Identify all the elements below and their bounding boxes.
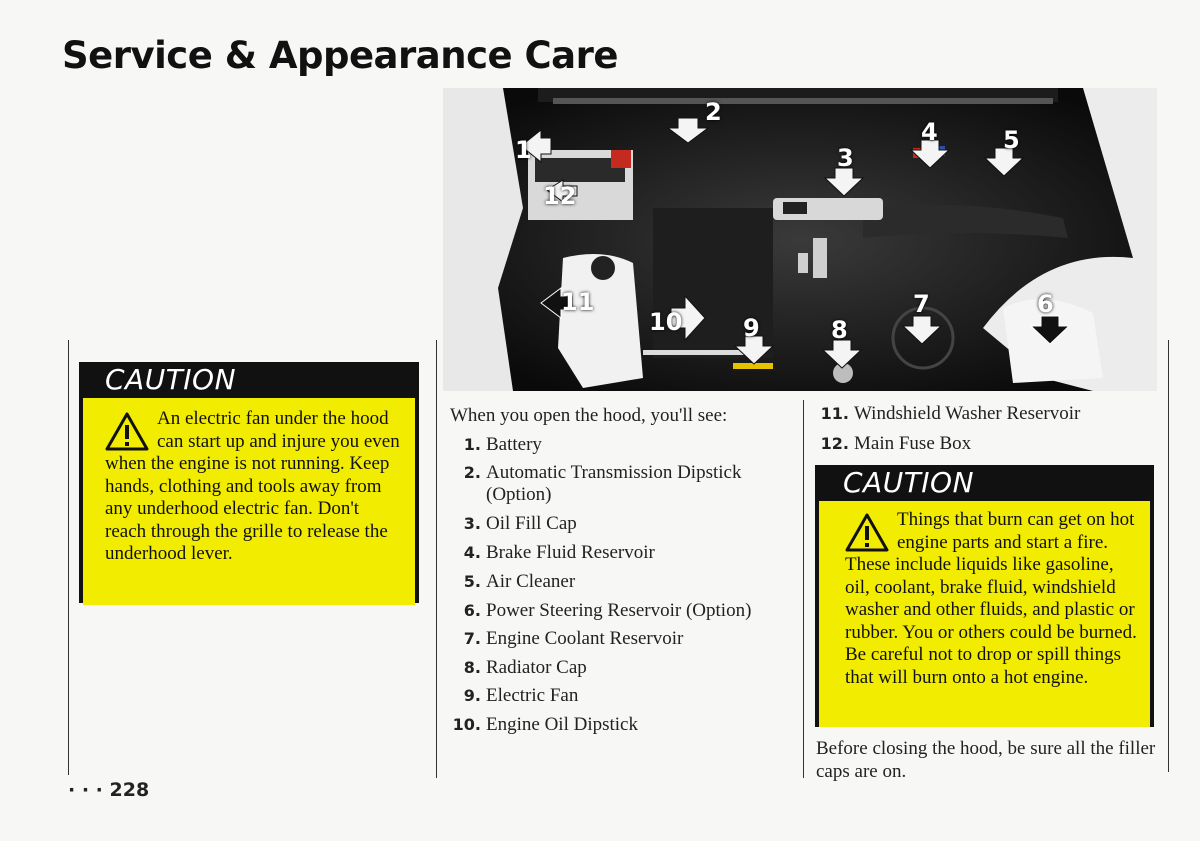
page-number: · · · 228: [68, 779, 150, 801]
list-item: 12. Main Fuse Box: [820, 433, 972, 454]
caution-box-fan: [79, 362, 419, 603]
column-rule-left: [68, 340, 69, 775]
caution-text: Things that burn can get on hot engine parts and start a fire. These include liquids like gasoline, oil, coolant, brake fluid, windshield washer and other fluids, and plastic or rubber. You or others could be burned. Be careful not to drop or spill things that will burn onto a hot engine.: [845, 509, 1137, 688]
callout-5: 5: [1003, 126, 1020, 154]
callout-8: 8: [831, 316, 848, 344]
page-title: Service & Appearance Care: [62, 34, 618, 77]
warning-triangle-icon: [845, 513, 889, 553]
column-rule-right: [803, 400, 804, 778]
list-item: 4. Brake Fluid Reservoir: [463, 542, 655, 563]
callout-3: 3: [837, 144, 854, 172]
callout-12: 12: [543, 182, 577, 210]
list-item: 7. Engine Coolant Reservoir: [463, 628, 684, 649]
callout-4: 4: [921, 118, 938, 146]
list-item: 5. Air Cleaner: [463, 571, 576, 592]
list-item: 3. Oil Fill Cap: [463, 513, 577, 534]
component-list-right: [815, 403, 1160, 463]
callout-7: 7: [913, 290, 930, 318]
list-item: 8. Radiator Cap: [463, 657, 587, 678]
components-intro: When you open the hood, you'll see:: [450, 405, 728, 426]
callout-1: 1: [515, 136, 532, 164]
callout-11: 11: [561, 288, 595, 316]
engine-compartment-photo: [443, 88, 1157, 391]
list-item: 10. Engine Oil Dipstick: [452, 714, 638, 735]
component-list-left: [447, 434, 792, 742]
column-rule-middle: [436, 340, 437, 778]
list-item: 11. Windshield Washer Reservoir: [820, 403, 1081, 424]
list-item: 1. Battery: [463, 434, 542, 455]
caution-body: [819, 501, 1150, 727]
callout-10: 10: [649, 308, 683, 336]
callout-6: 6: [1037, 290, 1054, 318]
list-item: 2. Automatic Transmission Dipstick (Option): [463, 462, 742, 505]
closing-note: Before closing the hood, be sure all the filler caps are on.: [816, 738, 1156, 782]
caution-body: [83, 398, 415, 605]
callout-2: 2: [705, 98, 722, 126]
caution-heading: CAUTION: [843, 466, 975, 499]
caution-box-fire: [815, 465, 1154, 727]
caution-text: An electric fan under the hood can start up and injure you even when the engine is not running. Keep hands, clothing and tools away from any underhood electric fan. Don't reach through the grille to release the underhood lever.: [105, 408, 400, 564]
caution-heading: CAUTION: [105, 363, 237, 396]
list-item: 6. Power Steering Reservoir (Option): [463, 600, 752, 621]
column-rule-far-right: [1168, 340, 1169, 772]
callout-9: 9: [743, 314, 760, 342]
warning-triangle-icon: [105, 412, 149, 452]
list-item: 9. Electric Fan: [463, 685, 579, 706]
